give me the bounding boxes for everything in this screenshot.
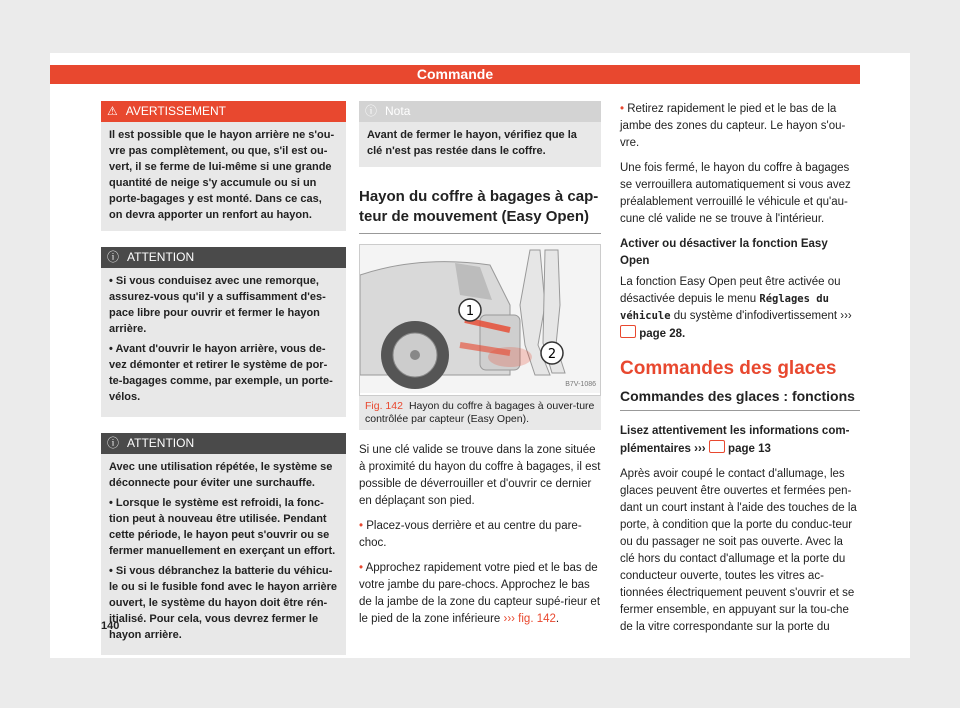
paragraph: Après avoir coupé le contact d'allumage, les glaces peuvent être ouvertes et fermées pen-dant un court instant à l'aide des touches de la porte, à condition que la porte du conduc-teur ou du passager ne soit pas ouverte. Avec la clé hors du contact d'allumage et la porte du conducteur ouverte, toutes les vitres ac-tionnées électriquement peuvent s'ouvrir et se fermer ensemble, en appuyant sur la tou-che de la vitre correspondante sur la porte du bbox=[620, 468, 857, 633]
attention-box-2 bbox=[101, 433, 346, 655]
warning-icon: ⚠ bbox=[107, 104, 118, 118]
book-icon bbox=[709, 440, 725, 453]
column-middle bbox=[359, 101, 601, 636]
section-subtitle-windows: Commandes des glaces : fonctions bbox=[620, 388, 860, 412]
warning-title: AVERTISSEMENT bbox=[125, 104, 227, 118]
attention-body-1 bbox=[101, 268, 346, 417]
attention-bullet: • Si vous conduisez avec une remorque, assurez-vous qu'il y a suffisamment d'es-pace libre pour ouvrir et fermer le hayon arrière. bbox=[109, 275, 326, 335]
section-title-easy-open: Hayon du coffre à bagages à cap-teur de mouvement (Easy Open) bbox=[359, 187, 601, 234]
paragraph: La fonction Easy Open peut être activée ou désactivée depuis le menu Réglages du véhicule du système d'infodivertissement ››› page 28. bbox=[620, 276, 852, 340]
info-circle-icon: ⓘ bbox=[107, 250, 120, 264]
list-item: • Approchez rapidement votre pied et le bas de votre jambe du pare-chocs. Approchez le bas de la jambe de la zone du capteur supé-rieur et le pied de la zone inférieure ››› fig. 142. bbox=[359, 562, 601, 625]
paragraph: Si une clé valide se trouve dans la zone située à proximité du hayon du coffre à bagages, il est possible de déverrouiller et d'ouvrir ce dernier en déplaçant son pied. bbox=[359, 444, 601, 507]
car-rear-illustration bbox=[360, 245, 600, 393]
info-square-icon: ⓘ bbox=[365, 104, 378, 118]
figure-reference-link[interactable]: ››› fig. 142 bbox=[503, 613, 556, 625]
note-title: Nota bbox=[385, 104, 411, 118]
attention-body-2 bbox=[101, 454, 346, 655]
windows-body bbox=[620, 423, 860, 636]
page-header: Commande bbox=[50, 65, 860, 84]
subheading-activate: Activer ou désactiver la fonction Easy Open bbox=[620, 238, 828, 267]
figure-code: B7V-1086 bbox=[565, 380, 596, 388]
book-icon bbox=[620, 325, 636, 338]
figure-caption: Fig. 142 Hayon du coffre à bagages à ouver-ture contrôlée par capteur (Easy Open). bbox=[359, 396, 601, 430]
intro-line: Lisez attentivement les informations com-plémentaires ››› page 13 bbox=[620, 425, 850, 455]
attention-title-1: ATTENTION bbox=[127, 250, 195, 264]
attention-bullet: • Lorsque le système est refroidi, la fonc-tion peut à nouveau être utilisée. Pendant cette période, le hayon peut s'ouvrir ou se fermer manuellement en exerçant un effort. bbox=[109, 497, 336, 557]
list-item: • Retirez rapidement le pied et le bas de la jambe des zones du capteur. Le hayon s'ou-vre. bbox=[620, 103, 846, 149]
figure-label: Fig. 142 bbox=[365, 400, 403, 412]
attention-box-1 bbox=[101, 247, 346, 417]
warning-text: Il est possible que le hayon arrière ne s'ou-vre pas complètement, ou que, s'il est ou-vert, il se ferme de lui-même si une grande quantité de neige s'y accumule ou si un porte-bagages y est monté. Dans ce cas, on devra apporter un renfort au hayon. bbox=[109, 129, 335, 221]
paragraph: Une fois fermé, le hayon du coffre à bagages se verrouillera automatiquement si vous avez préalablement verrouillé le véhicule et qu'au-cune clé valide ne se trouve à l'intérieur. bbox=[620, 162, 851, 225]
list-item: • Placez-vous derrière et au centre du pare-choc. bbox=[359, 520, 582, 549]
warning-header bbox=[101, 101, 346, 122]
column-left bbox=[101, 101, 346, 671]
easy-open-body-cont bbox=[620, 101, 860, 343]
attention-header-2 bbox=[101, 433, 346, 454]
page-number: 140 bbox=[101, 620, 120, 632]
warning-box bbox=[101, 101, 346, 231]
section-title-windows: Commandes des glaces bbox=[620, 358, 837, 379]
info-circle-icon: ⓘ bbox=[107, 436, 120, 450]
note-text: Avant de fermer le hayon, vérifiez que la clé n'est pas restée dans le coffre. bbox=[367, 129, 577, 157]
column-right bbox=[620, 101, 860, 644]
figure-easy-open bbox=[359, 244, 601, 396]
easy-open-body bbox=[359, 442, 601, 628]
note-header bbox=[359, 101, 601, 122]
attention-bullet: • Si vous débranchez la batterie du véhicu-le ou si le fusible fond avec le hayon arrière ouvert, le système du hayon doit être rén-itialisé. Pour cela, vous devrez fermer le hayon arrière. bbox=[109, 565, 338, 641]
attention-title-2: ATTENTION bbox=[127, 436, 195, 450]
attention-header-1 bbox=[101, 247, 346, 268]
marker-1: 1 bbox=[465, 304, 475, 319]
menu-name: Réglages du véhicule bbox=[620, 293, 829, 322]
attention-bullet: • Avant d'ouvrir le hayon arrière, vous de-vez démonter et retirer le système de por-te-bagages comme, par exemple, un porte-vélos. bbox=[109, 343, 333, 403]
page-reference-link[interactable]: page 13 bbox=[728, 443, 771, 455]
marker-2: 2 bbox=[547, 347, 557, 362]
note-box bbox=[359, 101, 601, 167]
page-reference-link[interactable]: page 28. bbox=[639, 328, 686, 340]
attention-intro: Avec une utilisation répétée, le système se déconnecte pour éviter une surchauffe. bbox=[109, 461, 333, 489]
